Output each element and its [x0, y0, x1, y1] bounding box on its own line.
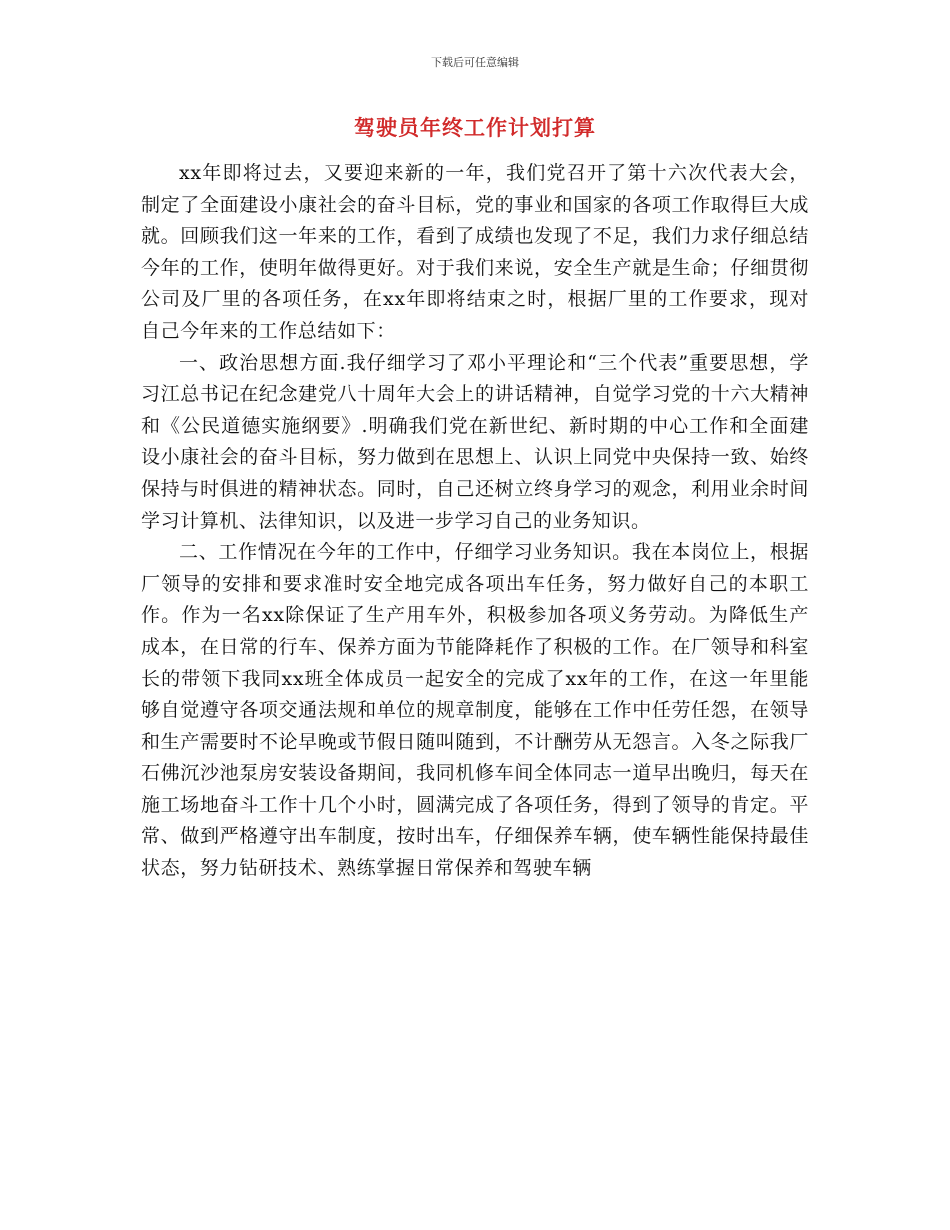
paragraph-work-situation: 二、工作情况在今年的工作中，仔细学习业务知识。我在本岗位上，根据厂领导的安排和要求准时安全地完成各项出车任务，努力做好自己的本职工作。作为一名xx除保证了生产用车外，积极参加各项义务劳动。为降低生产成本，在日常的行车、保养方面为节能降耗作了积极的工作。在厂领导和科室长的带领下我同xx班全体成员一起安全的完成了xx年的工作，在这一年里能够自觉遵守各项交通法规和单位的规章制度，能够在工作中任劳任怨，在领导和生产需要时不论早晚或节假日随叫随到，不计酬劳从无怨言。入冬之际我厂石佛沉沙池泵房安装设备期间，我同机修车间全体同志一道早出晚归，每天在施工场地奋斗工作十几个小时，圆满完成了各项任务，得到了领导的肯定。平常、做到严格遵守出车制度，按时出车，仔细保养车辆，使车辆性能保持最佳状态，努力钻研技术、熟练掌握日常保养和驾驶车辆: [141, 541, 809, 880]
paragraph-political-thought: 一、政治思想方面.我仔细学习了邓小平理论和“三个代表”重要思想，学习江总书记在纪念建党八十周年大会上的讲话精神，自觉学习党的十六大精神和《公民道德实施纲要》.明确我们党在新世纪、新时期的中心工作和全面建设小康社会的奋斗目标，努力做到在思想上、认识上同党中央保持一致、始终保持与时俱进的精神状态。同时，自己还树立终身学习的观念，利用业余时间学习计算机、法律知识，以及进一步学习自己的业务知识。: [141, 351, 809, 532]
paragraph-intro: xx年即将过去，又要迎来新的一年，我们党召开了第十六次代表大会，制定了全面建设小康社会的奋斗目标，党的事业和国家的各项工作取得巨大成就。回顾我们这一年来的工作，看到了成绩也发现了不足，我们力求仔细总结今年的工作，使明年做得更好。对于我们来说，安全生产就是生命；仔细贯彻公司及厂里的各项任务，在xx年即将结束之时，根据厂里的工作要求，现对自己今年来的工作总结如下：: [141, 162, 809, 342]
document-body: [141, 158, 809, 885]
document-title: 驾驶员年终工作计划打算: [354, 116, 596, 140]
header-note: 下载后可任意编辑: [431, 56, 519, 69]
